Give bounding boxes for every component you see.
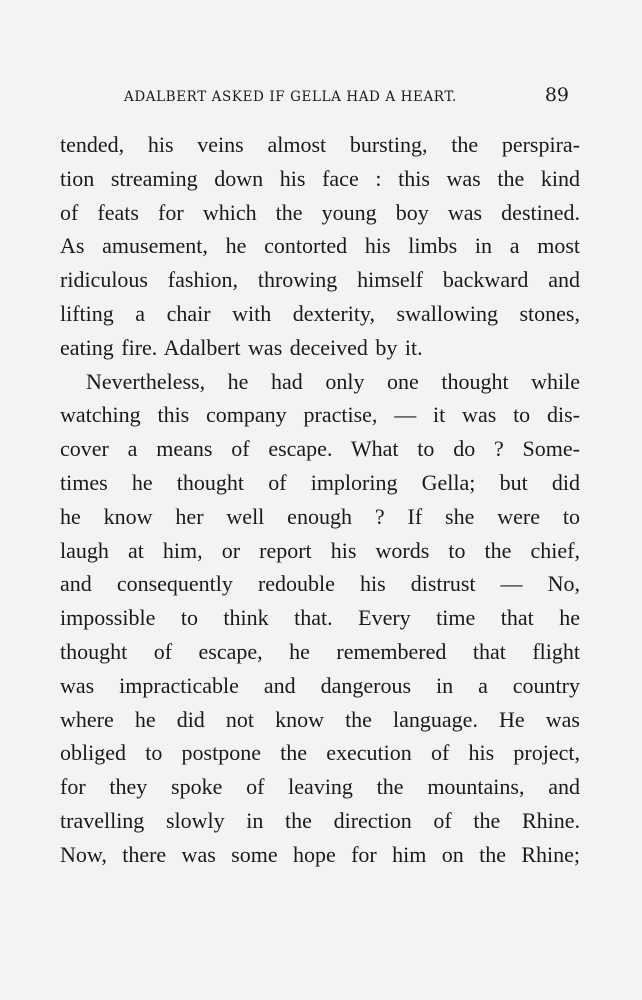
text-line: travelling slowly in the direction of the Rhine. [60,807,580,833]
text-line: of feats for which the young boy was destined. [60,199,580,225]
text-line: for they spoke of leaving the mountains, and [60,774,580,800]
text-line: he know her well enough ? If she were to [60,503,580,529]
page-body-text [60,128,580,872]
text-line: cover a means of escape. What to do ? Some- [60,436,580,462]
text-line: lifting a chair with dexterity, swallowing stones, [60,300,580,326]
text-line: where he did not know the language. He was [60,706,580,732]
text-line: thought of escape, he remembered that flight [60,638,580,664]
text-line: tended, his veins almost bursting, the perspira- [60,132,580,157]
running-title: ADALBERT ASKED IF GELLA HAD A HEART. [124,89,457,105]
text-line: impossible to think that. Every time that he [60,605,580,631]
text-line: watching this company practise, — it was to dis- [60,402,580,428]
paragraph-start-line: Nevertheless, he had only one thought while [86,368,580,394]
text-line: tion streaming down his face : this was the kind [60,165,580,191]
text-line: obliged to postpone the execution of his project, [60,740,580,766]
text-line: Now, there was some hope for him on the Rhine; [60,841,580,867]
text-line: eating fire. Adalbert was deceived by it. [60,334,423,360]
text-line: laugh at him, or report his words to the chief, [60,537,580,563]
text-line: and consequently redouble his distrust — No, [60,571,580,597]
text-line: ridiculous fashion, throwing himself backward and [60,267,580,293]
text-line: times he thought of imploring Gella; but did [60,469,580,495]
running-header [124,84,569,106]
text-line: was impracticable and dangerous in a country [60,672,580,698]
text-line: As amusement, he contorted his limbs in a most [60,233,580,259]
page-number: 89 [544,84,569,106]
